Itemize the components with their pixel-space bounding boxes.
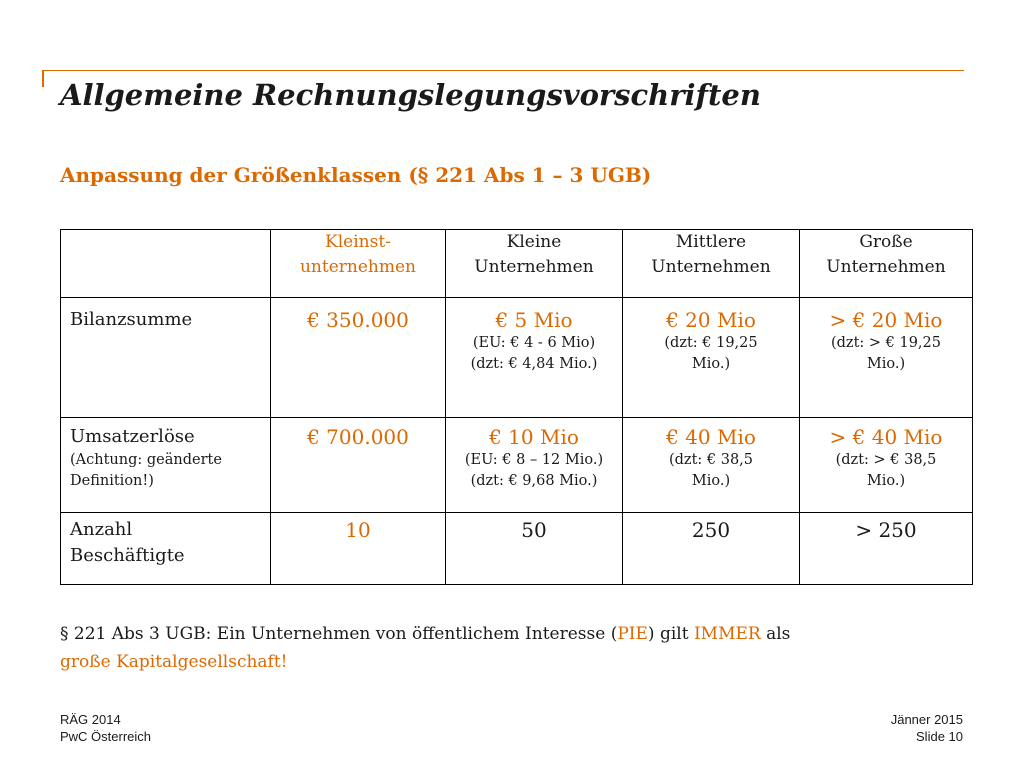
table-header-row bbox=[61, 230, 973, 298]
cell-bilanz-kleinst: € 350.000 bbox=[271, 298, 446, 418]
pie-note: § 221 Abs 3 UGB: Ein Unternehmen von öffentlichem Interesse (PIE) gilt IMMER als große Kapitalgesellschaft! bbox=[60, 624, 791, 672]
row-label-bilanzsumme: Bilanzsumme bbox=[61, 298, 271, 418]
cell-bilanz-grosse: > € 20 Mio (dzt: > € 19,25 Mio.) bbox=[800, 298, 973, 418]
table-row bbox=[61, 513, 973, 585]
corner-mark bbox=[42, 70, 44, 87]
header-kleinst: Kleinst- unternehmen bbox=[271, 230, 446, 298]
cell-besch-kleine: 50 bbox=[446, 513, 623, 585]
cell-bilanz-kleine: € 5 Mio (EU: € 4 - 6 Mio) (dzt: € 4,84 Mio.) bbox=[446, 298, 623, 418]
cell-besch-kleinst: 10 bbox=[271, 513, 446, 585]
table-row bbox=[61, 298, 973, 418]
pie-highlight: PIE bbox=[617, 624, 648, 644]
note-line2: große Kapitalgesellschaft! bbox=[60, 652, 288, 672]
row-label-umsatzerloese: Umsatzerlöse (Achtung: geänderte Definition!) bbox=[61, 418, 271, 513]
table-row bbox=[61, 418, 973, 513]
footer-right: Jänner 2015 Slide 10 bbox=[890, 712, 963, 744]
cell-besch-mittlere: 250 bbox=[623, 513, 800, 585]
top-rule bbox=[42, 70, 964, 71]
header-grosse: Große Unternehmen bbox=[800, 230, 973, 298]
header-mittlere: Mittlere Unternehmen bbox=[623, 230, 800, 298]
footer-left: RÄG 2014 PwC Österreich bbox=[60, 712, 152, 744]
cell-umsatz-mittlere: € 40 Mio (dzt: € 38,5 Mio.) bbox=[623, 418, 800, 513]
cell-umsatz-grosse: > € 40 Mio (dzt: > € 38,5 Mio.) bbox=[800, 418, 973, 513]
slide-subtitle: Anpassung der Größenklassen (§ 221 Abs 1 – 3 UGB) bbox=[60, 163, 652, 187]
cell-umsatz-kleine: € 10 Mio (EU: € 8 – 12 Mio.) (dzt: € 9,68 Mio.) bbox=[446, 418, 623, 513]
row-label-beschaeftigte: Anzahl Beschäftigte bbox=[61, 513, 271, 585]
header-empty bbox=[61, 230, 271, 298]
slide-title: Allgemeine Rechnungslegungsvorschriften bbox=[60, 78, 761, 112]
cell-bilanz-mittlere: € 20 Mio (dzt: € 19,25 Mio.) bbox=[623, 298, 800, 418]
cell-besch-grosse: > 250 bbox=[800, 513, 973, 585]
size-classes-table bbox=[60, 229, 973, 585]
header-kleine: Kleine Unternehmen bbox=[446, 230, 623, 298]
immer-highlight: IMMER bbox=[693, 624, 761, 644]
cell-umsatz-kleinst: € 700.000 bbox=[271, 418, 446, 513]
